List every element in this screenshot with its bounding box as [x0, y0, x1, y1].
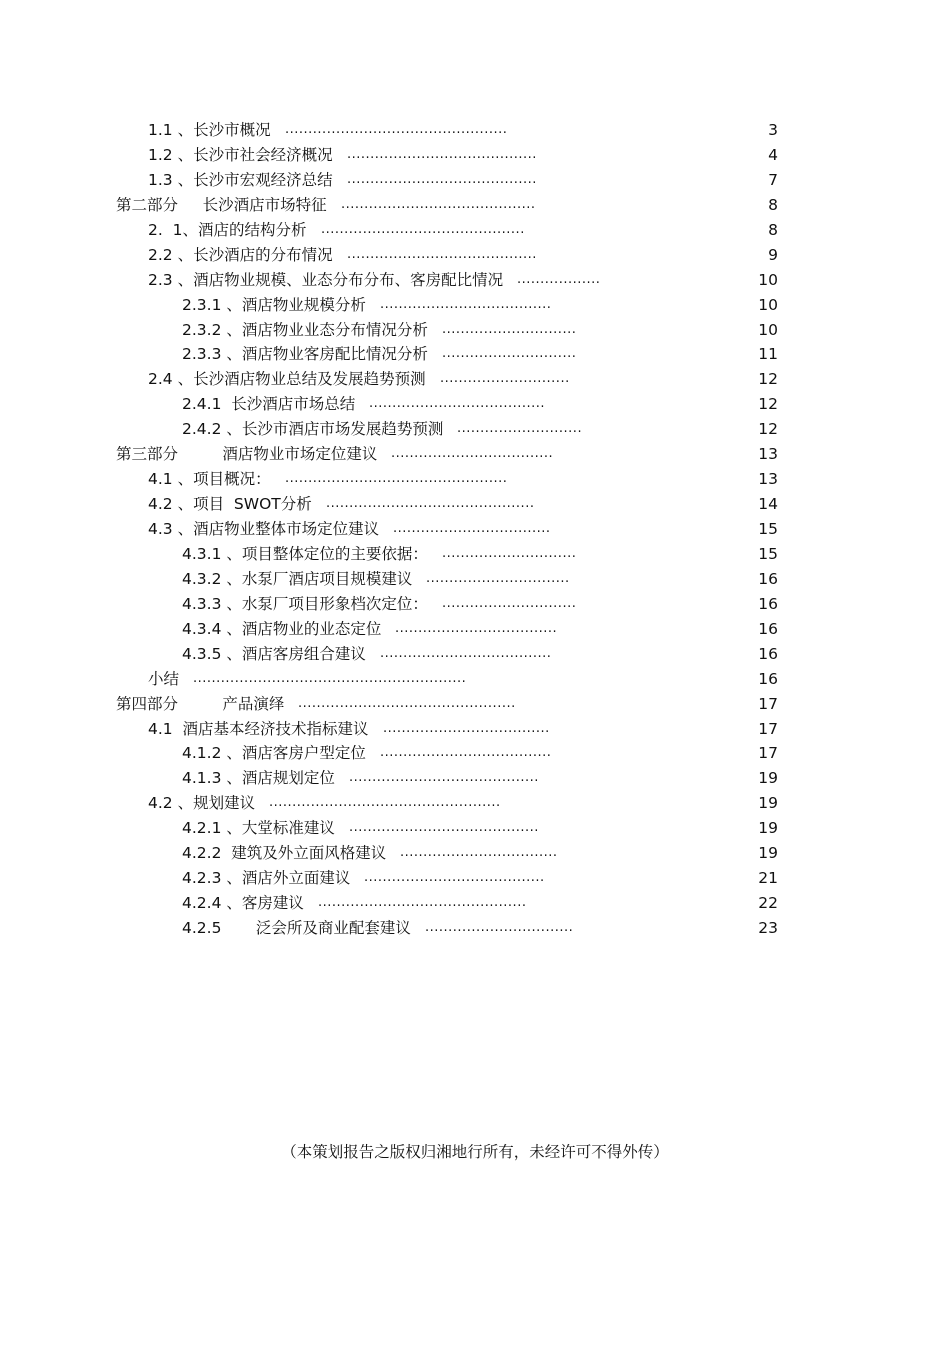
toc-entry-label: 2. 1、酒店的结构分析 [148, 220, 307, 239]
toc-entry[interactable] [0, 741, 950, 766]
toc-leader-dots: .......................................... [341, 196, 536, 212]
toc-page-number: 17 [758, 719, 778, 738]
toc-entry-label: 4.2 、规划建议 [148, 794, 256, 813]
toc-entry-label: 1.1 、长沙市概况 [148, 121, 271, 139]
toc-leader-dots: ................................ [425, 920, 574, 935]
toc-page-number: 11 [758, 345, 778, 364]
toc-leader-dots: ..................................... [380, 296, 552, 312]
toc-leader-dots: ............................................. [318, 895, 527, 911]
toc-page-number: 23 [758, 919, 778, 937]
toc-entry[interactable] [0, 442, 950, 467]
toc-entry[interactable] [0, 667, 950, 692]
toc-page-number: 12 [758, 370, 778, 389]
toc-entry[interactable] [0, 866, 950, 891]
toc-entry[interactable] [0, 218, 950, 243]
toc-page-number: 10 [758, 295, 778, 314]
toc-leader-dots: .................. [517, 271, 601, 287]
toc-page-number: 17 [758, 744, 778, 763]
toc-leader-dots: ................................... [391, 446, 554, 462]
toc-leader-dots: ............................. [442, 595, 577, 611]
toc-entry-label: 4.3.5 、酒店客房组合建议 [182, 644, 366, 663]
toc-entry-label: 4.3.3 、水泵厂项目形象档次定位： [182, 594, 428, 613]
toc-page-number: 16 [758, 669, 778, 688]
toc-entry-label: 4.2.4 、客房建议 [182, 894, 304, 913]
toc-entry-label: 4.1 、项目概况： [148, 470, 271, 489]
toc-page-number: 21 [758, 869, 778, 888]
toc-page-number: 16 [758, 569, 778, 588]
toc-entry-label: 4.1 酒店基本经济技术指标建议 [148, 719, 369, 738]
toc-page-number: 19 [758, 794, 778, 813]
toc-leader-dots: .................................... [383, 720, 550, 736]
toc-entry[interactable] [0, 318, 950, 343]
toc-entry[interactable] [0, 268, 950, 293]
toc-page-number: 17 [758, 694, 778, 713]
toc-entry[interactable] [0, 243, 950, 268]
toc-entry-label: 2.4.1 长沙酒店市场总结 [182, 395, 356, 414]
toc-entry[interactable] [0, 841, 950, 866]
toc-leader-dots: ..................................... [380, 645, 552, 661]
toc-entry-label: 4.3.2 、水泵厂酒店项目规模建议 [182, 569, 413, 588]
toc-page-number: 13 [758, 470, 778, 489]
toc-entry-label: 4.2.5 泛会所及商业配套建议 [182, 919, 411, 937]
toc-leader-dots: ........................................................... [193, 670, 467, 686]
toc-entry-label: 2.4 、长沙酒店物业总结及发展趋势预测 [148, 370, 426, 389]
toc-entry-label: 4.3 、酒店物业整体市场定位建议 [148, 520, 380, 538]
toc-page-number: 12 [758, 395, 778, 414]
toc-leader-dots: ......................................... [349, 770, 539, 786]
toc-entry[interactable] [0, 717, 950, 742]
toc-page-number: 16 [758, 644, 778, 663]
toc-entry-label: 小结 [148, 669, 180, 688]
toc-page-number: 22 [758, 894, 778, 913]
toc-page-number: 15 [758, 520, 778, 538]
toc-page-number: 7 [768, 170, 778, 189]
toc-leader-dots: ............................... [426, 570, 570, 586]
toc-leader-dots: .................................. [393, 521, 551, 536]
toc-entry[interactable] [0, 168, 950, 193]
toc-entry[interactable] [0, 367, 950, 392]
toc-entry-label: 4.2.3 、酒店外立面建议 [182, 869, 351, 888]
toc-entry[interactable] [0, 342, 950, 367]
toc-leader-dots: ............................................ [321, 221, 525, 237]
toc-page-number: 8 [768, 220, 778, 239]
toc-entry[interactable] [0, 392, 950, 417]
copyright-notice: （本策划报告之版权归湘地行所有，未经许可不得外传） [281, 1143, 669, 1161]
toc-leader-dots: ......................................... [347, 171, 537, 187]
toc-leader-dots: ............................. [442, 321, 577, 337]
toc-entry[interactable] [0, 891, 950, 916]
toc-entry[interactable] [0, 766, 950, 791]
toc-entry-label: 4.1.3 、酒店规划定位 [182, 769, 335, 788]
toc-leader-dots: ..................................... [380, 745, 552, 761]
toc-page-number: 14 [758, 495, 778, 514]
toc-entry-label: 2.3.1 、酒店物业规模分析 [182, 295, 366, 314]
toc-entry[interactable] [0, 791, 950, 816]
toc-leader-dots: ......................................... [347, 146, 537, 162]
toc-leader-dots: ............................................. [326, 496, 535, 512]
toc-leader-dots: ......................................... [347, 246, 537, 262]
toc-entry-label: 1.3 、长沙市宏观经济总结 [148, 170, 333, 189]
toc-entry-label: 4.3.1 、项目整体定位的主要依据： [182, 544, 428, 563]
toc-page-number: 19 [758, 769, 778, 788]
toc-page-number: 16 [758, 619, 778, 638]
toc-page-number: 12 [758, 420, 778, 439]
toc-entry[interactable] [0, 692, 950, 717]
toc-leader-dots: ....................................... [364, 870, 545, 886]
toc-entry-label: 4.2.2 建筑及外立面风格建议 [182, 844, 387, 863]
toc-leader-dots: ............................................... [298, 695, 516, 711]
toc-entry[interactable] [0, 193, 950, 218]
toc-entry-label: 4.3.4 、酒店物业的业态定位 [182, 619, 382, 638]
toc-entry[interactable] [0, 517, 950, 542]
toc-entry-label: 第三部分 酒店物业市场定位建议 [116, 445, 378, 464]
toc-entry[interactable] [0, 467, 950, 492]
toc-entry[interactable] [0, 542, 950, 567]
toc-page-number: 13 [758, 445, 778, 464]
toc-entry-label: 2.3.3 、酒店物业客房配比情况分析 [182, 345, 428, 364]
toc-entry-label: 2.3 、酒店物业规模、业态分布分布、客房配比情况 [148, 270, 504, 289]
toc-page-number: 3 [768, 121, 778, 139]
toc-leader-dots: .................................. [400, 845, 558, 861]
toc-leader-dots: ............................. [442, 346, 577, 362]
toc-entry[interactable] [0, 617, 950, 642]
toc-entry[interactable] [0, 592, 950, 617]
toc-entry-label: 1.2 、长沙市社会经济概况 [148, 145, 333, 164]
toc-page-number: 8 [768, 195, 778, 214]
toc-leader-dots: ................................................ [285, 122, 508, 137]
toc-entry[interactable] [0, 916, 950, 941]
toc-page-number: 10 [758, 320, 778, 339]
toc-page-number: 4 [768, 145, 778, 164]
toc-entry-label: 2.3.2 、酒店物业业态分布情况分析 [182, 320, 428, 339]
toc-page-number: 10 [758, 270, 778, 289]
toc-page-number: 9 [768, 245, 778, 264]
toc-page-number: 19 [758, 844, 778, 863]
toc-entry[interactable] [0, 417, 950, 442]
toc-entry-label: 4.2.1 、大堂标准建议 [182, 819, 335, 838]
toc-entry-label: 4.2 、项目 SWOT分析 [148, 495, 312, 514]
toc-leader-dots: ................................................ [285, 471, 508, 487]
toc-entry[interactable] [0, 642, 950, 667]
toc-entry[interactable] [0, 492, 950, 517]
toc-entry-label: 2.4.2 、长沙市酒店市场发展趋势预测 [182, 420, 444, 439]
toc-leader-dots: .................................................. [269, 795, 501, 811]
toc-entry[interactable] [0, 567, 950, 592]
toc-page-number: 16 [758, 594, 778, 613]
toc-entry-label: 2.2 、长沙酒店的分布情况 [148, 245, 333, 264]
toc-leader-dots: ........................... [457, 421, 583, 437]
toc-leader-dots: ......................................... [349, 820, 539, 836]
toc-leader-dots: ............................. [442, 545, 577, 561]
toc-leader-dots: ............................ [440, 371, 570, 387]
toc-leader-dots: ................................... [395, 620, 558, 636]
toc-entry[interactable] [0, 118, 950, 143]
toc-entry[interactable] [0, 143, 950, 168]
toc-entry[interactable] [0, 816, 950, 841]
toc-entry-label: 第二部分 长沙酒店市场特征 [116, 195, 327, 214]
toc-page-number: 15 [758, 544, 778, 563]
toc-entry-label: 第四部分 产品演绎 [116, 694, 285, 713]
toc-entry[interactable] [0, 293, 950, 318]
table-of-contents [0, 118, 950, 941]
toc-leader-dots: ...................................... [369, 396, 546, 412]
toc-entry-label: 4.1.2 、酒店客房户型定位 [182, 744, 366, 763]
toc-page-number: 19 [758, 819, 778, 838]
